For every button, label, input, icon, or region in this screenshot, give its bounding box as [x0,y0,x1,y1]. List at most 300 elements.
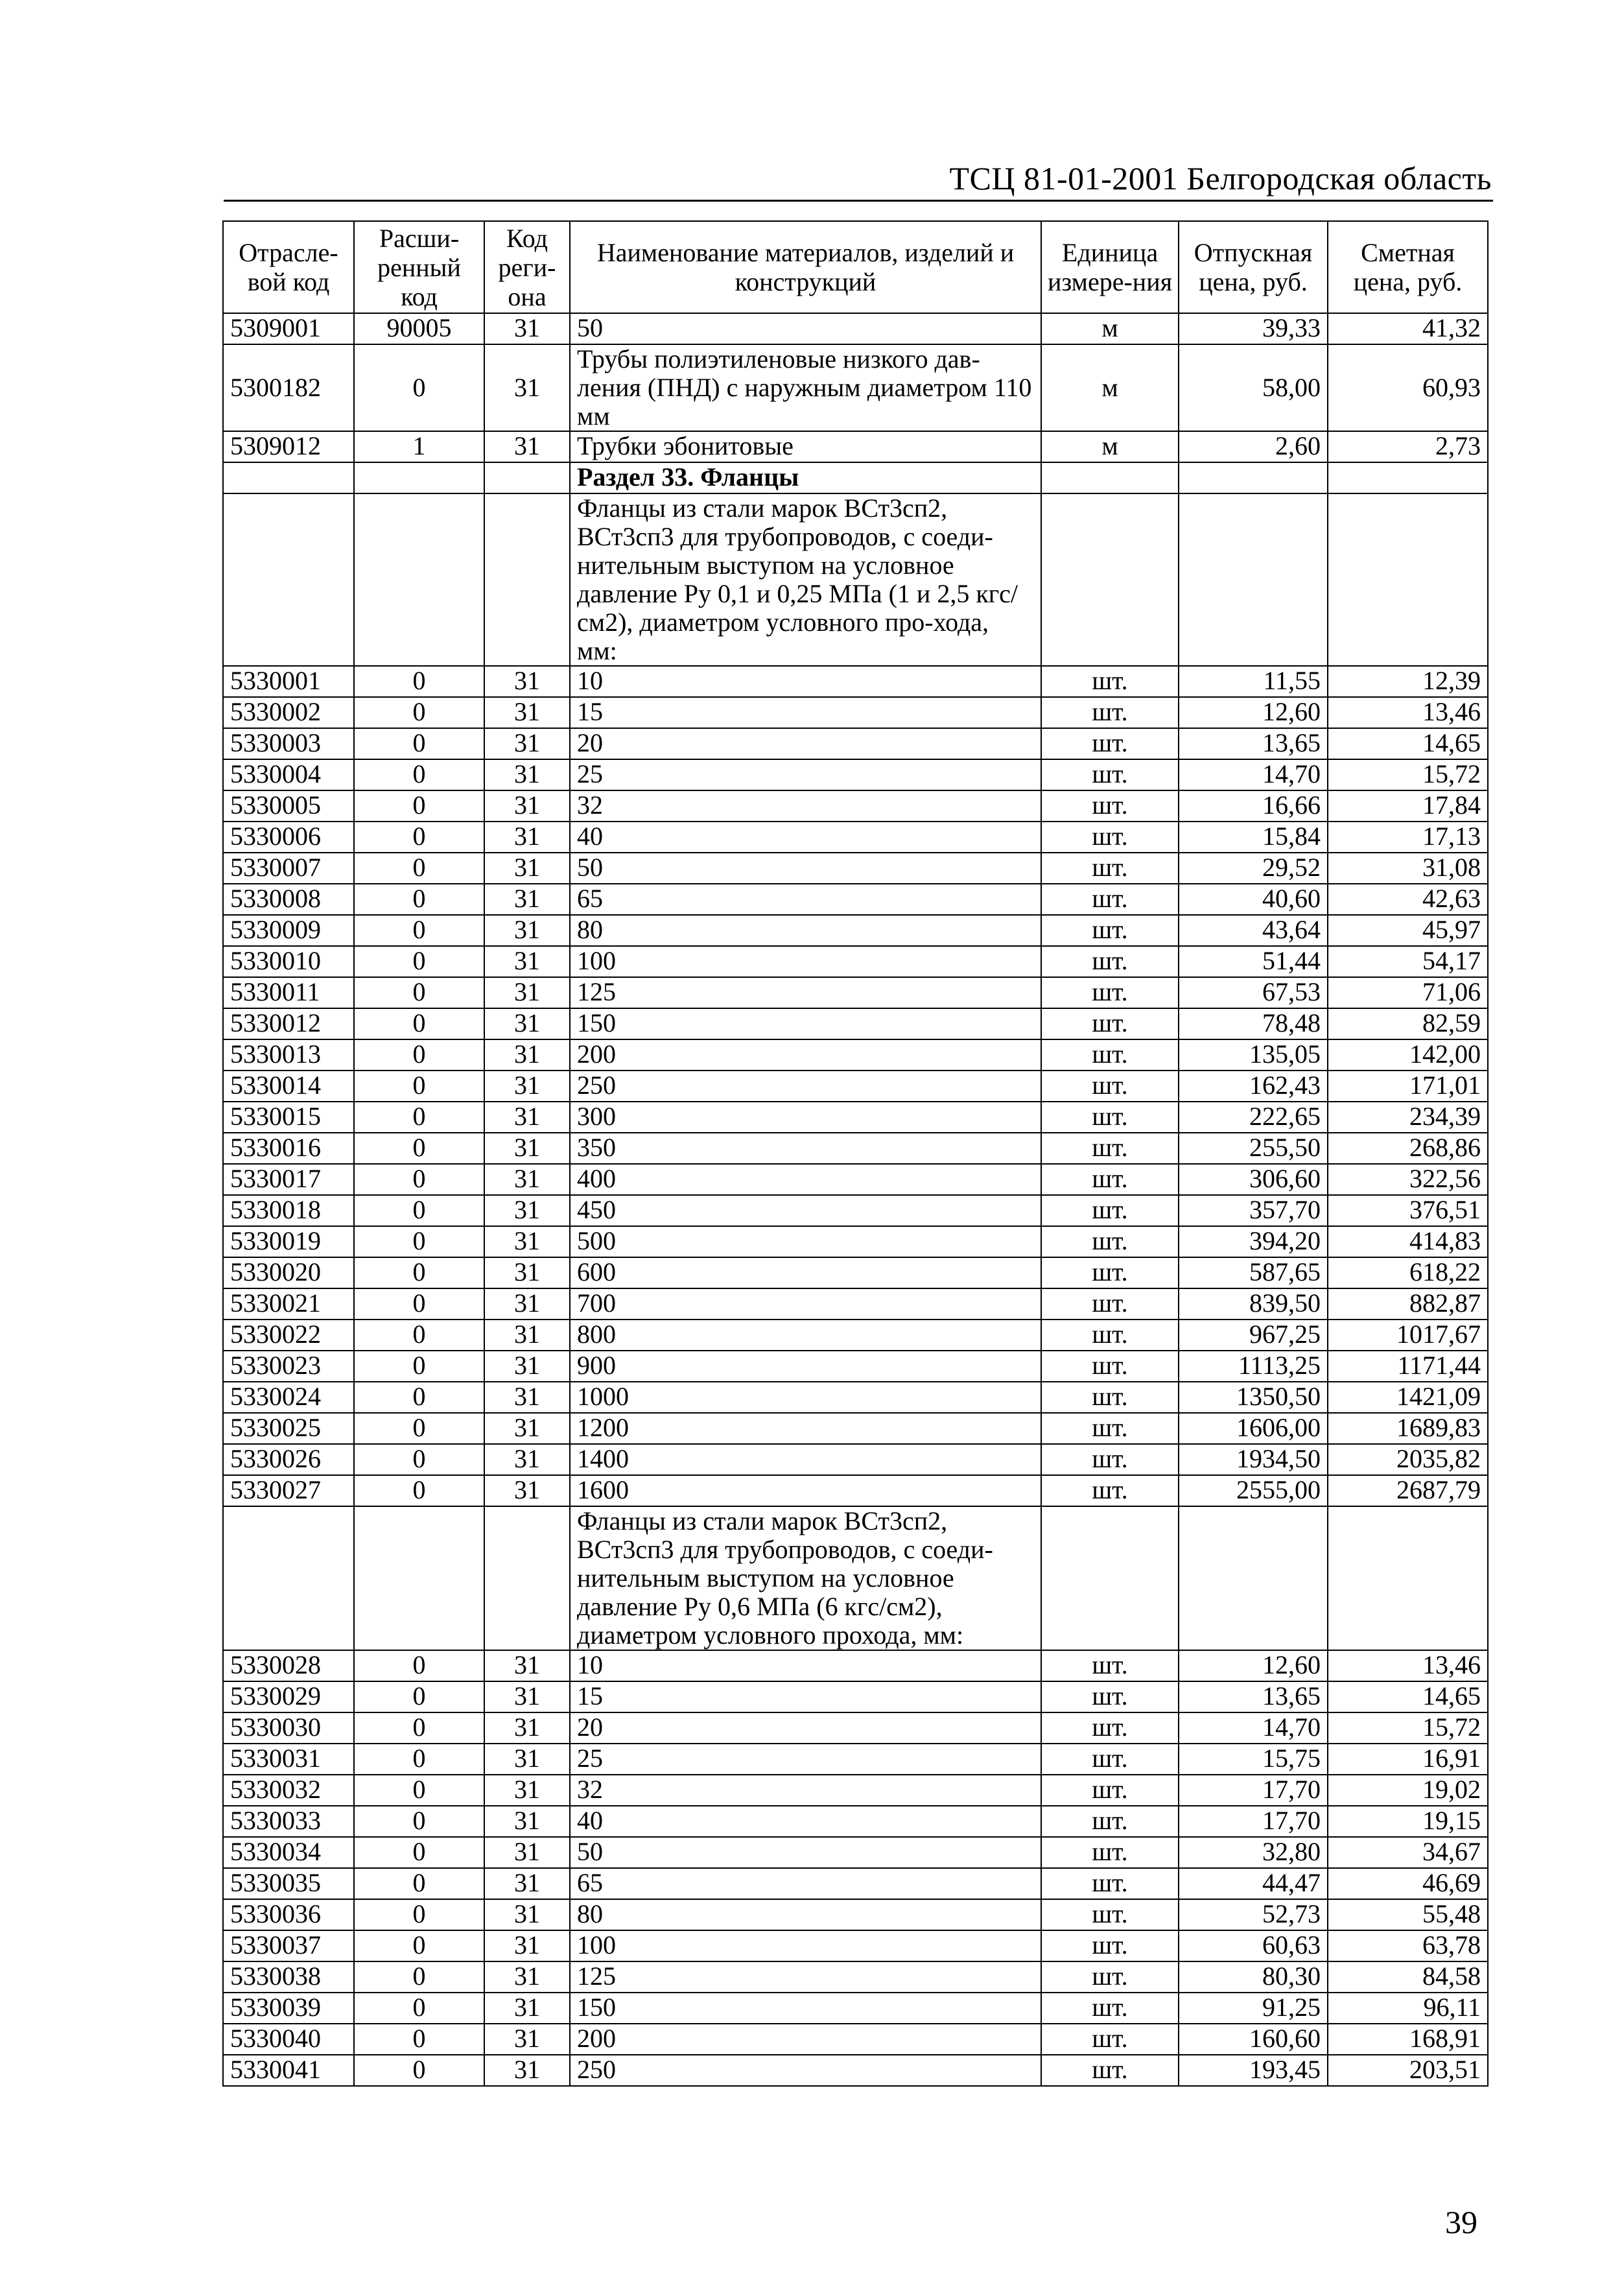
table-row [223,822,1488,853]
region-code-cell: 31 [484,915,570,946]
table-row [223,1444,1488,1475]
table-body [223,313,1488,2086]
region-code-cell: 31 [484,1712,570,1744]
column-header-material-name: Наименование материалов, изделий и конструкций [570,221,1041,313]
table-row [223,697,1488,728]
industry-code-cell: 5330009 [223,915,354,946]
estimate-price-cell: 82,59 [1328,1008,1488,1039]
material-name-cell: 25 [570,1744,1041,1775]
release-price-cell: 2555,00 [1179,1475,1328,1506]
material-name-cell: Раздел 33. Фланцы [570,462,1041,493]
region-code-cell: 31 [484,1164,570,1195]
table-row [223,1257,1488,1288]
table-row [223,1008,1488,1039]
release-price-cell: 394,20 [1179,1226,1328,1257]
release-price-cell: 11,55 [1179,666,1328,697]
estimate-price-cell: 376,51 [1328,1195,1488,1226]
extended-code-cell: 0 [354,1961,484,1993]
table-row [223,431,1488,462]
estimate-price-cell: 42,63 [1328,884,1488,915]
extended-code-cell: 1 [354,431,484,462]
estimate-price-cell: 1689,83 [1328,1413,1488,1444]
release-price-cell: 60,63 [1179,1930,1328,1961]
material-name-cell: 20 [570,1712,1041,1744]
industry-code-cell: 5330039 [223,1993,354,2024]
unit-cell: шт. [1041,697,1179,728]
unit-cell: шт. [1041,1320,1179,1351]
unit-cell: шт. [1041,1650,1179,1681]
table-row [223,946,1488,977]
release-price-cell: 14,70 [1179,1712,1328,1744]
extended-code-cell: 90005 [354,313,484,344]
industry-code-cell: 5309012 [223,431,354,462]
industry-code-cell: 5330001 [223,666,354,697]
extended-code-cell: 0 [354,1288,484,1320]
region-code-cell: 31 [484,2055,570,2086]
unit-cell: шт. [1041,666,1179,697]
industry-code-cell: 5330005 [223,790,354,822]
table-row [223,884,1488,915]
estimate-price-cell: 71,06 [1328,977,1488,1008]
unit-cell [1041,493,1179,666]
release-price-cell: 160,60 [1179,2024,1328,2055]
table-row [223,853,1488,884]
region-code-cell: 31 [484,1195,570,1226]
industry-code-cell: 5330033 [223,1806,354,1837]
industry-code-cell: 5330023 [223,1351,354,1382]
industry-code-cell: 5330035 [223,1868,354,1899]
extended-code-cell: 0 [354,1320,484,1351]
table-row [223,1133,1488,1164]
material-name-cell: 40 [570,1806,1041,1837]
industry-code-cell: 5330017 [223,1164,354,1195]
material-name-cell: 50 [570,313,1041,344]
table-row [223,1868,1488,1899]
release-price-cell: 15,75 [1179,1744,1328,1775]
material-name-cell: 700 [570,1288,1041,1320]
estimate-price-cell: 2035,82 [1328,1444,1488,1475]
release-price-cell: 13,65 [1179,1681,1328,1712]
region-code-cell: 31 [484,1961,570,1993]
region-code-cell: 31 [484,1775,570,1806]
extended-code-cell: 0 [354,1650,484,1681]
material-name-cell: 200 [570,2024,1041,2055]
release-price-cell: 39,33 [1179,313,1328,344]
extended-code-cell: 0 [354,759,484,790]
estimate-price-cell: 54,17 [1328,946,1488,977]
material-name-cell: 25 [570,759,1041,790]
unit-cell [1041,462,1179,493]
extended-code-cell: 0 [354,1806,484,1837]
region-code-cell: 31 [484,853,570,884]
estimate-price-cell: 12,39 [1328,666,1488,697]
material-name-cell: 800 [570,1320,1041,1351]
region-code-cell: 31 [484,1837,570,1868]
industry-code-cell [223,1506,354,1650]
unit-cell: шт. [1041,1961,1179,1993]
estimate-price-cell: 46,69 [1328,1868,1488,1899]
industry-code-cell: 5330015 [223,1102,354,1133]
material-name-cell: 1200 [570,1413,1041,1444]
region-code-cell: 31 [484,1475,570,1506]
region-code-cell: 31 [484,759,570,790]
unit-cell: шт. [1041,822,1179,853]
estimate-price-cell: 268,86 [1328,1133,1488,1164]
industry-code-cell: 5330016 [223,1133,354,1164]
table-row [223,1806,1488,1837]
industry-code-cell [223,493,354,666]
table-row [223,1930,1488,1961]
section-heading-row [223,462,1488,493]
release-price-cell: 15,84 [1179,822,1328,853]
table-row [223,1899,1488,1930]
region-code-cell: 31 [484,1413,570,1444]
unit-cell [1041,1506,1179,1650]
material-name-cell: 250 [570,2055,1041,2086]
release-price-cell: 44,47 [1179,1868,1328,1899]
industry-code-cell: 5330007 [223,853,354,884]
release-price-cell: 67,53 [1179,977,1328,1008]
release-price-cell: 13,65 [1179,728,1328,759]
unit-cell: шт. [1041,2024,1179,2055]
header-divider [224,200,1493,202]
region-code-cell: 31 [484,728,570,759]
release-price-cell: 255,50 [1179,1133,1328,1164]
estimate-price-cell: 31,08 [1328,853,1488,884]
unit-cell: шт. [1041,884,1179,915]
table-row [223,1712,1488,1744]
table-row [223,2024,1488,2055]
estimate-price-cell: 14,65 [1328,1681,1488,1712]
release-price-cell: 193,45 [1179,2055,1328,2086]
estimate-price-cell: 19,02 [1328,1775,1488,1806]
unit-cell: шт. [1041,1008,1179,1039]
release-price-cell: 135,05 [1179,1039,1328,1071]
industry-code-cell: 5330020 [223,1257,354,1288]
industry-code-cell: 5330034 [223,1837,354,1868]
estimate-price-cell: 1421,09 [1328,1382,1488,1413]
release-price-cell: 16,66 [1179,790,1328,822]
release-price-cell [1179,493,1328,666]
region-code-cell: 31 [484,1039,570,1071]
release-price-cell: 17,70 [1179,1775,1328,1806]
unit-cell: шт. [1041,728,1179,759]
extended-code-cell: 0 [354,1475,484,1506]
unit-cell: шт. [1041,946,1179,977]
material-name-cell: 150 [570,1008,1041,1039]
estimate-price-cell: 2687,79 [1328,1475,1488,1506]
release-price-cell: 14,70 [1179,759,1328,790]
column-header-unit: Единица измере-ния [1041,221,1179,313]
industry-code-cell: 5330037 [223,1930,354,1961]
table-header-row [223,221,1488,313]
extended-code-cell [354,462,484,493]
table-row [223,1320,1488,1351]
table-row [223,666,1488,697]
estimate-price-cell: 96,11 [1328,1993,1488,2024]
table-row [223,1102,1488,1133]
release-price-cell: 587,65 [1179,1257,1328,1288]
estimate-price-cell: 142,00 [1328,1039,1488,1071]
release-price-cell: 1606,00 [1179,1413,1328,1444]
region-code-cell: 31 [484,884,570,915]
estimate-price-cell: 1017,67 [1328,1320,1488,1351]
extended-code-cell: 0 [354,1930,484,1961]
table-row [223,1506,1488,1650]
material-name-cell: 10 [570,1650,1041,1681]
extended-code-cell: 0 [354,1382,484,1413]
table-row [223,1195,1488,1226]
industry-code-cell: 5330006 [223,822,354,853]
table-row [223,1413,1488,1444]
column-header-release-price: Отпускная цена, руб. [1179,221,1328,313]
industry-code-cell: 5330022 [223,1320,354,1351]
column-header-region-code: Код реги-она [484,221,570,313]
estimate-price-cell: 618,22 [1328,1257,1488,1288]
table-row [223,1164,1488,1195]
extended-code-cell: 0 [354,1413,484,1444]
region-code-cell: 31 [484,1930,570,1961]
table-row [223,1039,1488,1071]
region-code-cell: 31 [484,1681,570,1712]
material-name-cell: 1600 [570,1475,1041,1506]
unit-cell: шт. [1041,1930,1179,1961]
release-price-cell: 80,30 [1179,1961,1328,1993]
industry-code-cell: 5330002 [223,697,354,728]
region-code-cell: 31 [484,790,570,822]
extended-code-cell: 0 [354,1868,484,1899]
material-name-cell: 20 [570,728,1041,759]
estimate-price-cell: 17,13 [1328,822,1488,853]
release-price-cell: 91,25 [1179,1993,1328,2024]
material-name-cell: 50 [570,853,1041,884]
extended-code-cell: 0 [354,1102,484,1133]
release-price-cell: 12,60 [1179,1650,1328,1681]
region-code-cell: 31 [484,1650,570,1681]
region-code-cell: 31 [484,431,570,462]
unit-cell: шт. [1041,1899,1179,1930]
extended-code-cell [354,1506,484,1650]
unit-cell: шт. [1041,1226,1179,1257]
industry-code-cell: 5330011 [223,977,354,1008]
material-name-cell: 1400 [570,1444,1041,1475]
industry-code-cell: 5330025 [223,1413,354,1444]
industry-code-cell: 5300182 [223,344,354,431]
table-row [223,1382,1488,1413]
material-name-cell: 100 [570,946,1041,977]
unit-cell: шт. [1041,1195,1179,1226]
table-row [223,1961,1488,1993]
extended-code-cell: 0 [354,1039,484,1071]
industry-code-cell: 5330026 [223,1444,354,1475]
estimate-price-cell: 16,91 [1328,1744,1488,1775]
region-code-cell: 31 [484,1102,570,1133]
industry-code-cell: 5330028 [223,1650,354,1681]
industry-code-cell: 5330038 [223,1961,354,1993]
region-code-cell: 31 [484,344,570,431]
estimate-price-cell: 322,56 [1328,1164,1488,1195]
material-name-cell: 150 [570,1993,1041,2024]
material-name-cell: 50 [570,1837,1041,1868]
extended-code-cell: 0 [354,1133,484,1164]
unit-cell: шт. [1041,1993,1179,2024]
unit-cell: м [1041,431,1179,462]
table-row [223,1650,1488,1681]
release-price-cell: 1350,50 [1179,1382,1328,1413]
release-price-cell: 29,52 [1179,853,1328,884]
release-price-cell: 78,48 [1179,1008,1328,1039]
unit-cell: шт. [1041,1133,1179,1164]
unit-cell: шт. [1041,853,1179,884]
unit-cell: шт. [1041,1712,1179,1744]
extended-code-cell: 0 [354,1681,484,1712]
extended-code-cell: 0 [354,1899,484,1930]
region-code-cell: 31 [484,1444,570,1475]
extended-code-cell: 0 [354,977,484,1008]
region-code-cell: 31 [484,1133,570,1164]
estimate-price-cell [1328,462,1488,493]
table-row [223,1775,1488,1806]
extended-code-cell: 0 [354,1226,484,1257]
extended-code-cell: 0 [354,697,484,728]
table-row [223,728,1488,759]
industry-code-cell: 5330036 [223,1899,354,1930]
release-price-cell [1179,462,1328,493]
industry-code-cell: 5330010 [223,946,354,977]
release-price-cell: 967,25 [1179,1320,1328,1351]
region-code-cell: 31 [484,1993,570,2024]
extended-code-cell: 0 [354,853,484,884]
unit-cell: шт. [1041,1681,1179,1712]
unit-cell: шт. [1041,1071,1179,1102]
unit-cell: шт. [1041,977,1179,1008]
material-name-cell: 350 [570,1133,1041,1164]
material-name-cell: 250 [570,1071,1041,1102]
unit-cell: шт. [1041,1744,1179,1775]
industry-code-cell: 5330012 [223,1008,354,1039]
estimate-price-cell: 882,87 [1328,1288,1488,1320]
region-code-cell: 31 [484,1899,570,1930]
material-name-cell: Фланцы из стали марок ВСт3сп2, ВСт3сп3 для трубопроводов, с соеди-нительным выступом на условное давление Ру 0,1 и 0,25 МПа (1 и 2,5 кгс/см2), диаметром условного про-хода, мм: [570,493,1041,666]
region-code-cell: 31 [484,1320,570,1351]
release-price-cell: 32,80 [1179,1837,1328,1868]
estimate-price-cell: 60,93 [1328,344,1488,431]
estimate-price-cell: 15,72 [1328,1712,1488,1744]
unit-cell: шт. [1041,1413,1179,1444]
release-price-cell: 306,60 [1179,1164,1328,1195]
estimate-price-cell [1328,1506,1488,1650]
release-price-cell: 357,70 [1179,1195,1328,1226]
region-code-cell [484,462,570,493]
estimate-price-cell: 84,58 [1328,1961,1488,1993]
unit-cell: шт. [1041,915,1179,946]
estimate-price-cell: 1171,44 [1328,1351,1488,1382]
material-name-cell: Трубы полиэтиленовые низкого дав-ления (ПНД) с наружным диаметром 110 мм [570,344,1041,431]
region-code-cell [484,1506,570,1650]
industry-code-cell: 5330008 [223,884,354,915]
industry-code-cell: 5330004 [223,759,354,790]
estimate-price-cell: 63,78 [1328,1930,1488,1961]
estimate-price-cell: 19,15 [1328,1806,1488,1837]
estimate-price-cell: 17,84 [1328,790,1488,822]
table-row [223,759,1488,790]
region-code-cell: 31 [484,946,570,977]
table-row [223,1993,1488,2024]
estimate-price-cell [1328,493,1488,666]
extended-code-cell: 0 [354,1775,484,1806]
unit-cell: шт. [1041,1382,1179,1413]
column-header-industry-code: Отрасле-вой код [223,221,354,313]
material-name-cell: Трубки эбонитовые [570,431,1041,462]
estimate-price-cell: 171,01 [1328,1071,1488,1102]
table-row [223,1288,1488,1320]
region-code-cell: 31 [484,1008,570,1039]
industry-code-cell: 5330024 [223,1382,354,1413]
region-code-cell: 31 [484,1257,570,1288]
extended-code-cell: 0 [354,1008,484,1039]
industry-code-cell: 5330027 [223,1475,354,1506]
release-price-cell: 222,65 [1179,1102,1328,1133]
extended-code-cell: 0 [354,2055,484,2086]
industry-code-cell: 5330003 [223,728,354,759]
unit-cell: шт. [1041,1868,1179,1899]
material-name-cell: 500 [570,1226,1041,1257]
industry-code-cell: 5330014 [223,1071,354,1102]
extended-code-cell: 0 [354,728,484,759]
material-name-cell: 125 [570,1961,1041,1993]
region-code-cell: 31 [484,1071,570,1102]
release-price-cell: 52,73 [1179,1899,1328,1930]
material-name-cell: 65 [570,1868,1041,1899]
table-row [223,1226,1488,1257]
material-name-cell: 125 [570,977,1041,1008]
page-number: 39 [1445,2204,1477,2240]
column-header-estimate-price: Сметная цена, руб. [1328,221,1488,313]
extended-code-cell: 0 [354,1071,484,1102]
material-name-cell: 400 [570,1164,1041,1195]
extended-code-cell: 0 [354,790,484,822]
industry-code-cell: 5330040 [223,2024,354,2055]
estimate-price-cell: 168,91 [1328,2024,1488,2055]
extended-code-cell: 0 [354,884,484,915]
estimate-price-cell: 55,48 [1328,1899,1488,1930]
release-price-cell: 2,60 [1179,431,1328,462]
material-name-cell: 600 [570,1257,1041,1288]
unit-cell: шт. [1041,1102,1179,1133]
industry-code-cell: 5330029 [223,1681,354,1712]
material-name-cell: 10 [570,666,1041,697]
material-name-cell: 200 [570,1039,1041,1071]
material-name-cell: 32 [570,790,1041,822]
region-code-cell: 31 [484,822,570,853]
unit-cell: шт. [1041,1039,1179,1071]
extended-code-cell: 0 [354,1712,484,1744]
extended-code-cell: 0 [354,2024,484,2055]
material-name-cell: 40 [570,822,1041,853]
region-code-cell: 31 [484,1868,570,1899]
table-row [223,313,1488,344]
material-name-cell: 900 [570,1351,1041,1382]
extended-code-cell: 0 [354,1195,484,1226]
unit-cell: м [1041,344,1179,431]
material-name-cell: 15 [570,697,1041,728]
region-code-cell: 31 [484,1806,570,1837]
estimate-price-cell: 2,73 [1328,431,1488,462]
estimate-price-cell: 414,83 [1328,1226,1488,1257]
unit-cell: шт. [1041,1164,1179,1195]
unit-cell: шт. [1041,790,1179,822]
industry-code-cell: 5330031 [223,1744,354,1775]
